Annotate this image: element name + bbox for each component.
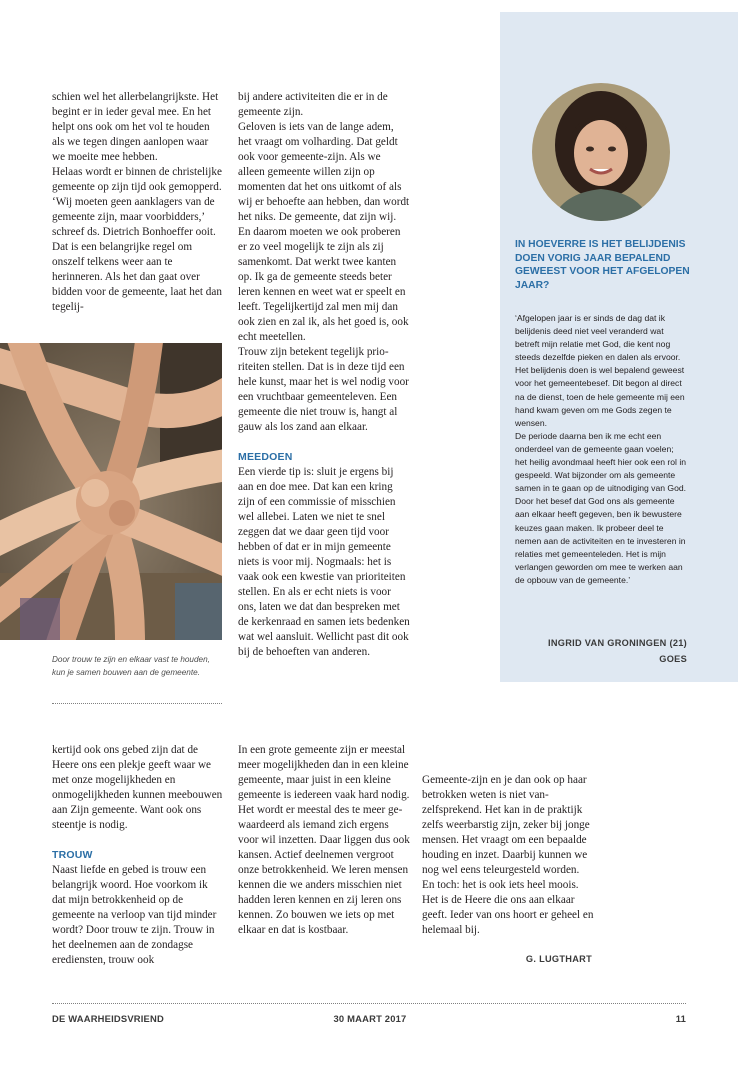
- interview-answer: [515, 312, 687, 587]
- paragraph: In een grote gemeente zijn er meestal meer mogelijkheden dan in een kleine gemeente, maar juist in een kleine gemeente is iedereen vaak hard nodig. Het wordt er meestal des te meer gewaardeerd als iemand zich ergens voor wil inzetten. Daar liggen dus ook kansen. Actief deelnemen vergroot onze betrokkenheid. We leren mensen kennen die we anders misschien niet hadden leren kennen en zij leren ons kennen. Zo bouwen we iets op met elkaar en dat is kostbaar.: [238, 744, 410, 936]
- footer-divider: [52, 1003, 686, 1004]
- interview-question: IN HOEVERRE IS HET BELIJDENIS DOEN VORIG JAAR BEPALEND GEWEEST VOOR HET AFGELOPEN JAAR?: [515, 239, 690, 291]
- paragraph: kertijd ook ons gebed zijn dat de Heere ons een plekje geeft waar we met onze mogelijkheden en onmogelijkheden kunnen meebouwen aan Zijn gemeente. Want ook ons steentje is nodig.: [52, 744, 223, 831]
- paragraph: Helaas wordt er binnen de christelijke gemeente op zijn tijd ook gemopperd. ‘Wij moeten geen aanklagers van de gemeente zijn, maar voorbidders,’ schreef ds. Dietrich Bonhoeffer ooit. Dat is een belangrijke regel om onszelf telkens weer aan te herinneren. Als het dan gaat over bidden voor de gemeente, laat het dan tegelij-: [52, 166, 222, 313]
- section-heading-meedoen: MEEDOEN: [238, 451, 293, 463]
- paragraph: Naast liefde en gebed is trouw een belangrijk woord. Hoe voorkom ik dat mijn betrokkenheid op de gemeente na verloop van tijd minder wordt? Door trouw te zijn. Trouw in het deelnemen aan de zondagse erediensten, trouw ook: [52, 864, 217, 966]
- paragraph: Een vierde tip is: sluit je ergens bij aan en doe mee. Dat kan een kring zijn of een commissie of misschien wel allebei. Laten we niet te snel zeggen dat we daar geen tijd voor hebben of dat er in mijn gemeente niets is voor mij. Nogmaals: het is vaak ook een kwestie van prioriteiten stellen. En als er echt niets is voor ons, laten we dat dan bespreken met de kerkenraad en samen iets bedenken wat wel aansluit. Wellicht past dit ook bij de behoeften van anderen.: [238, 466, 410, 658]
- article-column-2-bottom: [238, 743, 410, 938]
- photo-caption: Door trouw te zijn en elkaar vast te houden, kun je samen bouwen aan de gemeente.: [52, 655, 210, 677]
- hands-photo: [0, 343, 222, 640]
- page-number: 11: [675, 1013, 686, 1024]
- footer-magazine: DE WAARHEIDSVRIEND: [52, 1013, 164, 1024]
- interviewee-place: GOES: [659, 654, 687, 664]
- article-column-1-top: [52, 90, 224, 315]
- paragraph: Geloven is iets van de lange adem, het vraagt om volharding. Dat geldt ook voor gemeente-zijn. Als we alleen gemeente willen zijn op momenten dat het ons uitkomt of als wij er behoefte aan hebben, dan wordt het niks. De gemeente, dat zijn wij. En daarom moeten we ook proberen er zo veel mogelijk te zijn als zij samenkomt. Dat werkt twee kanten op. Ik ga de gemeente steeds beter leren kennen en weet wat er speelt en leeft. Tegelijkertijd zal men mij dan ook zien en zal ik, als het goed is, ook echt meetellen.: [238, 121, 410, 343]
- caption-divider: [52, 703, 222, 704]
- interviewee-name: INGRID VAN GRONINGEN (21): [547, 638, 687, 648]
- answer-paragraph: De periode daarna ben ik me echt een onderdeel van de gemeente gaan voelen; het heilig avondmaal heeft hier ook een rol in gespeeld. Wat bijzonder om als gemeente samen in te gaan op de uitnodiging van God. Door het besef dat God ons als gemeente aan elkaar heeft gegeven, ben ik bewustere keuzes gaan maken. Ik probeer deel te nemen aan de activiteiten en te investeren in relaties met gemeenteleden. Het is mijn verlangen geworden om mee te werken aan de opbouw van de gemeente.’: [515, 430, 687, 585]
- answer-paragraph: ‘Afgelopen jaar is er sinds de dag dat ik belijdenis deed niet veel veranderd wat betreft mijn relatie met God, die kent nog steeds dezelfde pieken en dalen als ervoor. Het belijdenis doen is wel bepalend geweest voor het gemeentebesef. Dit begon al direct na de dienst, toen de hele gemeente mij een hand kwam geven om me Gods zegen te wensen.: [515, 313, 685, 428]
- paragraph: bij andere activiteiten die er in de gemeente zijn.: [238, 91, 388, 118]
- paragraph: Gemeente-zijn en je dan ook op haar betrokken weten is niet vanzelfsprekend. Het kan in de praktijk zelfs weerbarstig zijn, zeker bij jonge mensen. Het vraagt om een bepaalde houding en inzet. Daarbij kunnen we nog wel eens teleurgesteld worden. En toch: het is ook iets heel moois. Het is de Heere die ons aan elkaar geeft. Ieder van ons hoort er geheel en helemaal bij.: [422, 774, 594, 936]
- paragraph: schien wel het allerbelangrijkste. Het begint er in ieder geval mee. En het helpt ons ook om het vol te houden als we tegen dingen aanlopen waar we moeite mee hebben.: [52, 91, 219, 163]
- article-column-2-top: [238, 90, 410, 660]
- footer-date: 30 MAART 2017: [333, 1013, 407, 1024]
- paragraph: Trouw zijn betekent tegelijk prioriteiten stellen. Dat is in deze tijd een hele kunst, maar het is wel nodig voor een vruchtbaar gemeenteleven. Een gemeente die niet trouw is, hangt al gauw als los zand aan elkaar.: [238, 346, 409, 433]
- section-heading-trouw: TROUW: [52, 849, 93, 861]
- portrait-photo: [532, 83, 670, 221]
- author-name: G. LUGTHART: [525, 954, 592, 964]
- article-column-1-bottom: [52, 743, 224, 968]
- article-column-3-bottom: [422, 773, 594, 938]
